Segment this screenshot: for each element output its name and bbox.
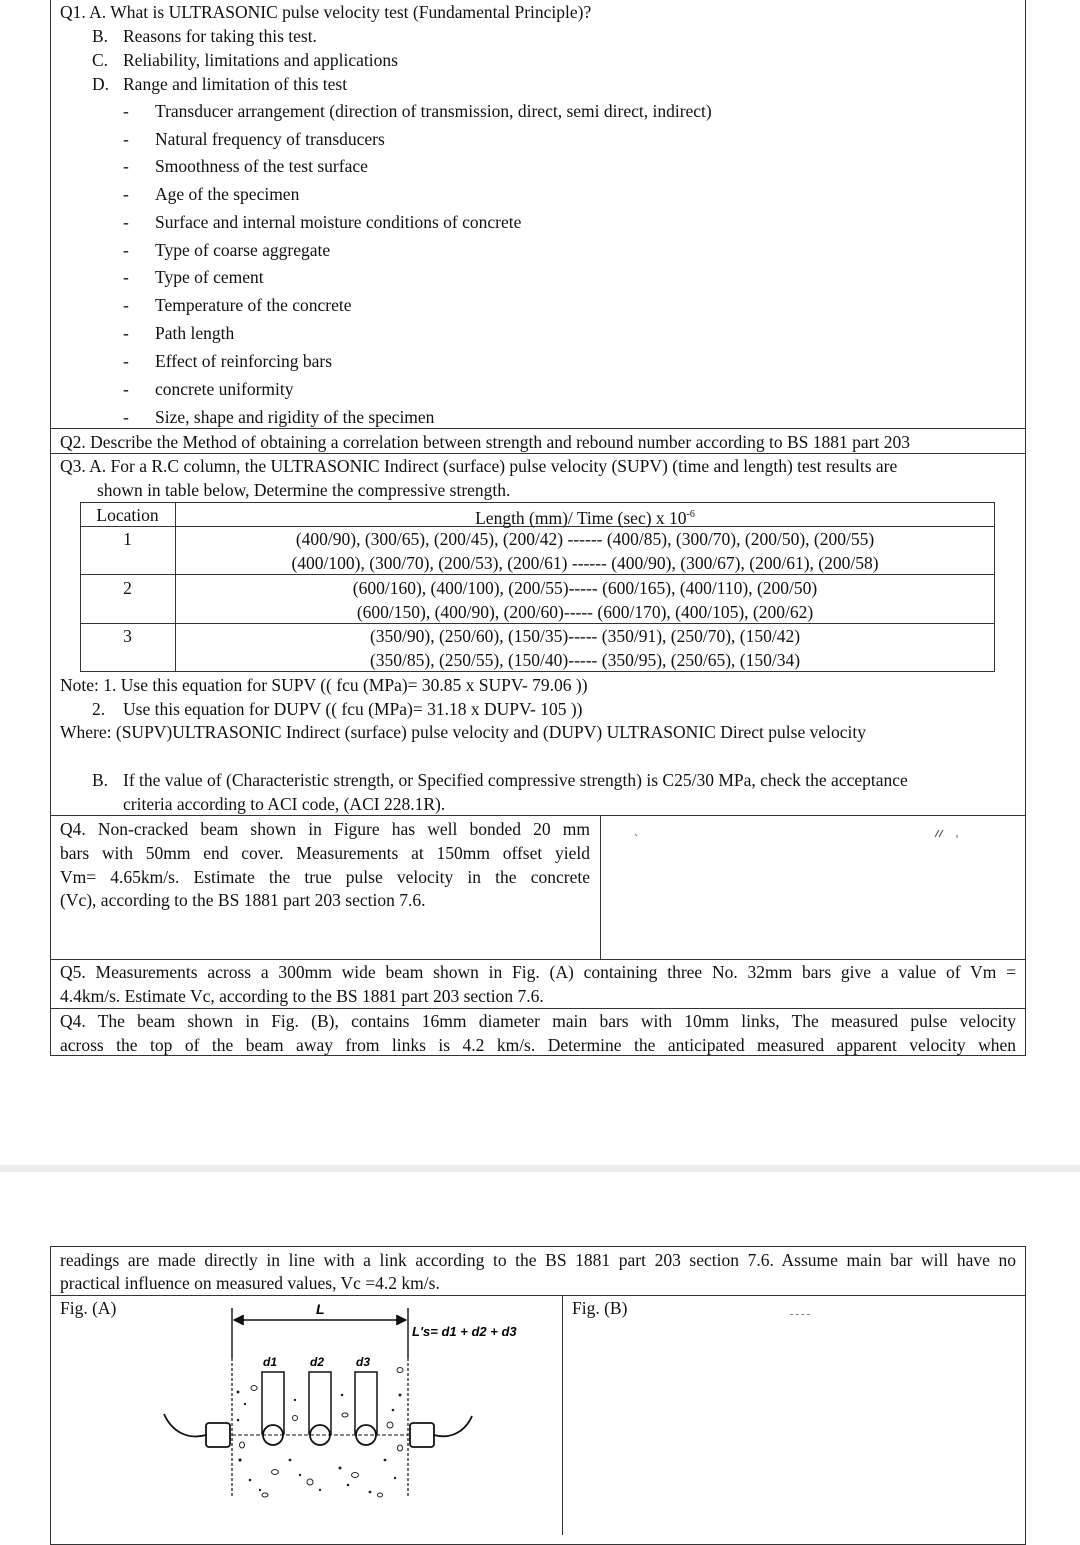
table-cell-values: (400/100), (300/70), (200/53), (200/61) ------ (400/90), (300/67), (200/61), (200/58) (291, 553, 879, 573)
q4a-line: Q4. Non-cracked beam shown in Figure has well bonded 20 mm (60, 819, 590, 839)
q4b-line4: practical influence on measured values, Vc =4.2 km/s. (60, 1273, 440, 1293)
bullet-dash: - (123, 295, 129, 315)
d3-label: d3 (356, 1355, 371, 1369)
bullet-item: Type of cement (155, 267, 264, 287)
bullet-item: Path length (155, 323, 235, 343)
q4a-divider (600, 815, 601, 960)
q1-sub-text: Range and limitation of this test (123, 74, 348, 94)
fig-b-fragment (790, 1314, 810, 1317)
q4b-line1: Q4. The beam shown in Fig. (B), contains 16mm diameter main bars with 10mm links, The measured pulse velocity (60, 1011, 1016, 1031)
q2-text: Q2. Describe the Method of obtaining a correlation between strength and rebound number according to BS 1881 part 203 (60, 432, 910, 452)
bullet-item: Natural frequency of transducers (155, 129, 385, 149)
q5-line2: 4.4km/s. Estimate Vc, according to the BS 1881 part 203 section 7.6. (60, 986, 544, 1006)
q1-title: Q1. A. What is ULTRASONIC pulse velocity test (Fundamental Principle)? (60, 2, 592, 22)
bullet-dash: - (123, 240, 129, 260)
q3-b-line2: criteria according to ACI code, (ACI 228.1R). (123, 794, 446, 814)
bullet-dash: - (123, 407, 129, 427)
q3-line2: shown in table below, Determine the compressive strength. (97, 480, 511, 500)
table-cell-values: (600/150), (400/90), (200/60)----- (600/170), (400/105), (200/62) (356, 602, 814, 622)
bullet-item: Age of the specimen (155, 184, 300, 204)
q1-sub-letter: D. (92, 74, 110, 94)
d2-label: d2 (310, 1355, 325, 1369)
table-cell-values: (400/90), (300/65), (200/45), (200/42) ------ (400/85), (300/70), (200/50), (200/55) (295, 529, 875, 549)
table-cell-values: (600/160), (400/100), (200/55)----- (600/165), (400/110), (200/50) (352, 578, 818, 598)
bullet-dash: - (123, 379, 129, 399)
bullet-dash: - (123, 101, 129, 121)
q4a-line: bars with 50mm end cover. Measurements at 150mm offset yield (60, 843, 590, 863)
bullet-item: Smoothness of the test surface (155, 156, 368, 176)
q3-where: Where: (SUPV)ULTRASONIC Indirect (surface) pulse velocity and (DUPV) ULTRASONIC Direct pulse velocity (60, 722, 866, 742)
q4a-figure-area (602, 817, 1024, 957)
bullet-dash: - (123, 156, 129, 176)
table-cell-values: (350/90), (250/60), (150/35)----- (350/91), (250/70), (150/42) (369, 626, 801, 646)
q4b-line2: across the top of the beam away from links is 4.2 km/s. Determine the anticipated measured apparent velocity when (60, 1035, 1016, 1055)
q3-note1: Note: 1. Use this equation for SUPV (( fcu (MPa)= 30.85 x SUPV- 79.06 )) (60, 675, 588, 695)
page-break (0, 1165, 1080, 1172)
q4a-line: (Vc), according to the BS 1881 part 203 section 7.6. (60, 890, 426, 910)
q3-b-line1: If the value of (Characteristic strength, or Specified compressive strength) is C25/30 MPa, check the acceptance (123, 770, 908, 790)
bullet-item: Effect of reinforcing bars (155, 351, 333, 371)
path-formula: L's= d1 + d2 + d3 (412, 1324, 517, 1339)
figures-divider (562, 1295, 563, 1535)
fig-a-drawing (150, 1300, 550, 1510)
table-row-divider (80, 623, 995, 624)
d1-label: d1 (263, 1355, 278, 1369)
table-header-location: Location (96, 505, 159, 525)
q4b-line3: readings are made directly in line with a link according to the BS 1881 part 203 section 7.6. Assume main bar will have no (60, 1250, 1016, 1270)
q1-sub-text: Reasons for taking this test. (123, 26, 317, 46)
bullet-item: Type of coarse aggregate (155, 240, 331, 260)
table-cell-location: 1 (123, 529, 132, 549)
header-exponent: -6 (686, 509, 695, 520)
q1-sub-text: Reliability, limitations and applications (123, 50, 398, 70)
bullet-dash: - (123, 184, 129, 204)
bullet-item: Transducer arrangement (direction of transmission, direct, semi direct, indirect) (155, 101, 712, 121)
bullet-dash: - (123, 212, 129, 232)
q5-line1: Q5. Measurements across a 300mm wide beam shown in Fig. (A) containing three No. 32mm bars give a value of Vm = (60, 962, 1016, 982)
q3-line1: Q3. A. For a R.C column, the ULTRASONIC Indirect (surface) pulse velocity (SUPV) (time and length) test results are (60, 456, 898, 476)
bullet-dash: - (123, 267, 129, 287)
q1-sub-letter: C. (92, 50, 109, 70)
table-row-divider (80, 574, 995, 575)
beam-cross-section (150, 1300, 550, 1510)
dim-L-label: L (316, 1301, 325, 1317)
bullet-item: Size, shape and rigidity of the specimen (155, 407, 435, 427)
header-text: Length (mm)/ Time (sec) x 10 (475, 507, 687, 528)
q3-b-letter: B. (92, 770, 109, 790)
bullet-item: Temperature of the concrete (155, 295, 352, 315)
q3-note2-number: 2. (92, 699, 106, 719)
q4a-line: Vm= 4.65km/s. Estimate the true pulse velocity in the concrete (60, 867, 590, 887)
q1-sub-letter: B. (92, 26, 109, 46)
bullet-dash: - (123, 129, 129, 149)
table-header-length (176, 504, 994, 529)
bullet-item: concrete uniformity (155, 379, 294, 399)
bullet-item: Surface and internal moisture conditions of concrete (155, 212, 522, 232)
q3-note2: Use this equation for DUPV (( fcu (MPa)= 31.18 x DUPV- 105 )) (123, 699, 583, 719)
fig-a-label: Fig. (A) (60, 1298, 117, 1318)
table-cell-location: 2 (123, 578, 132, 598)
table-cell-location: 3 (123, 626, 132, 646)
fig-b-label: Fig. (B) (572, 1298, 628, 1318)
table-cell-values: (350/85), (250/55), (150/40)----- (350/95), (250/65), (150/34) (369, 650, 801, 670)
bullet-dash: - (123, 351, 129, 371)
bullet-dash: - (123, 323, 129, 343)
figure-fragment (602, 817, 1024, 957)
